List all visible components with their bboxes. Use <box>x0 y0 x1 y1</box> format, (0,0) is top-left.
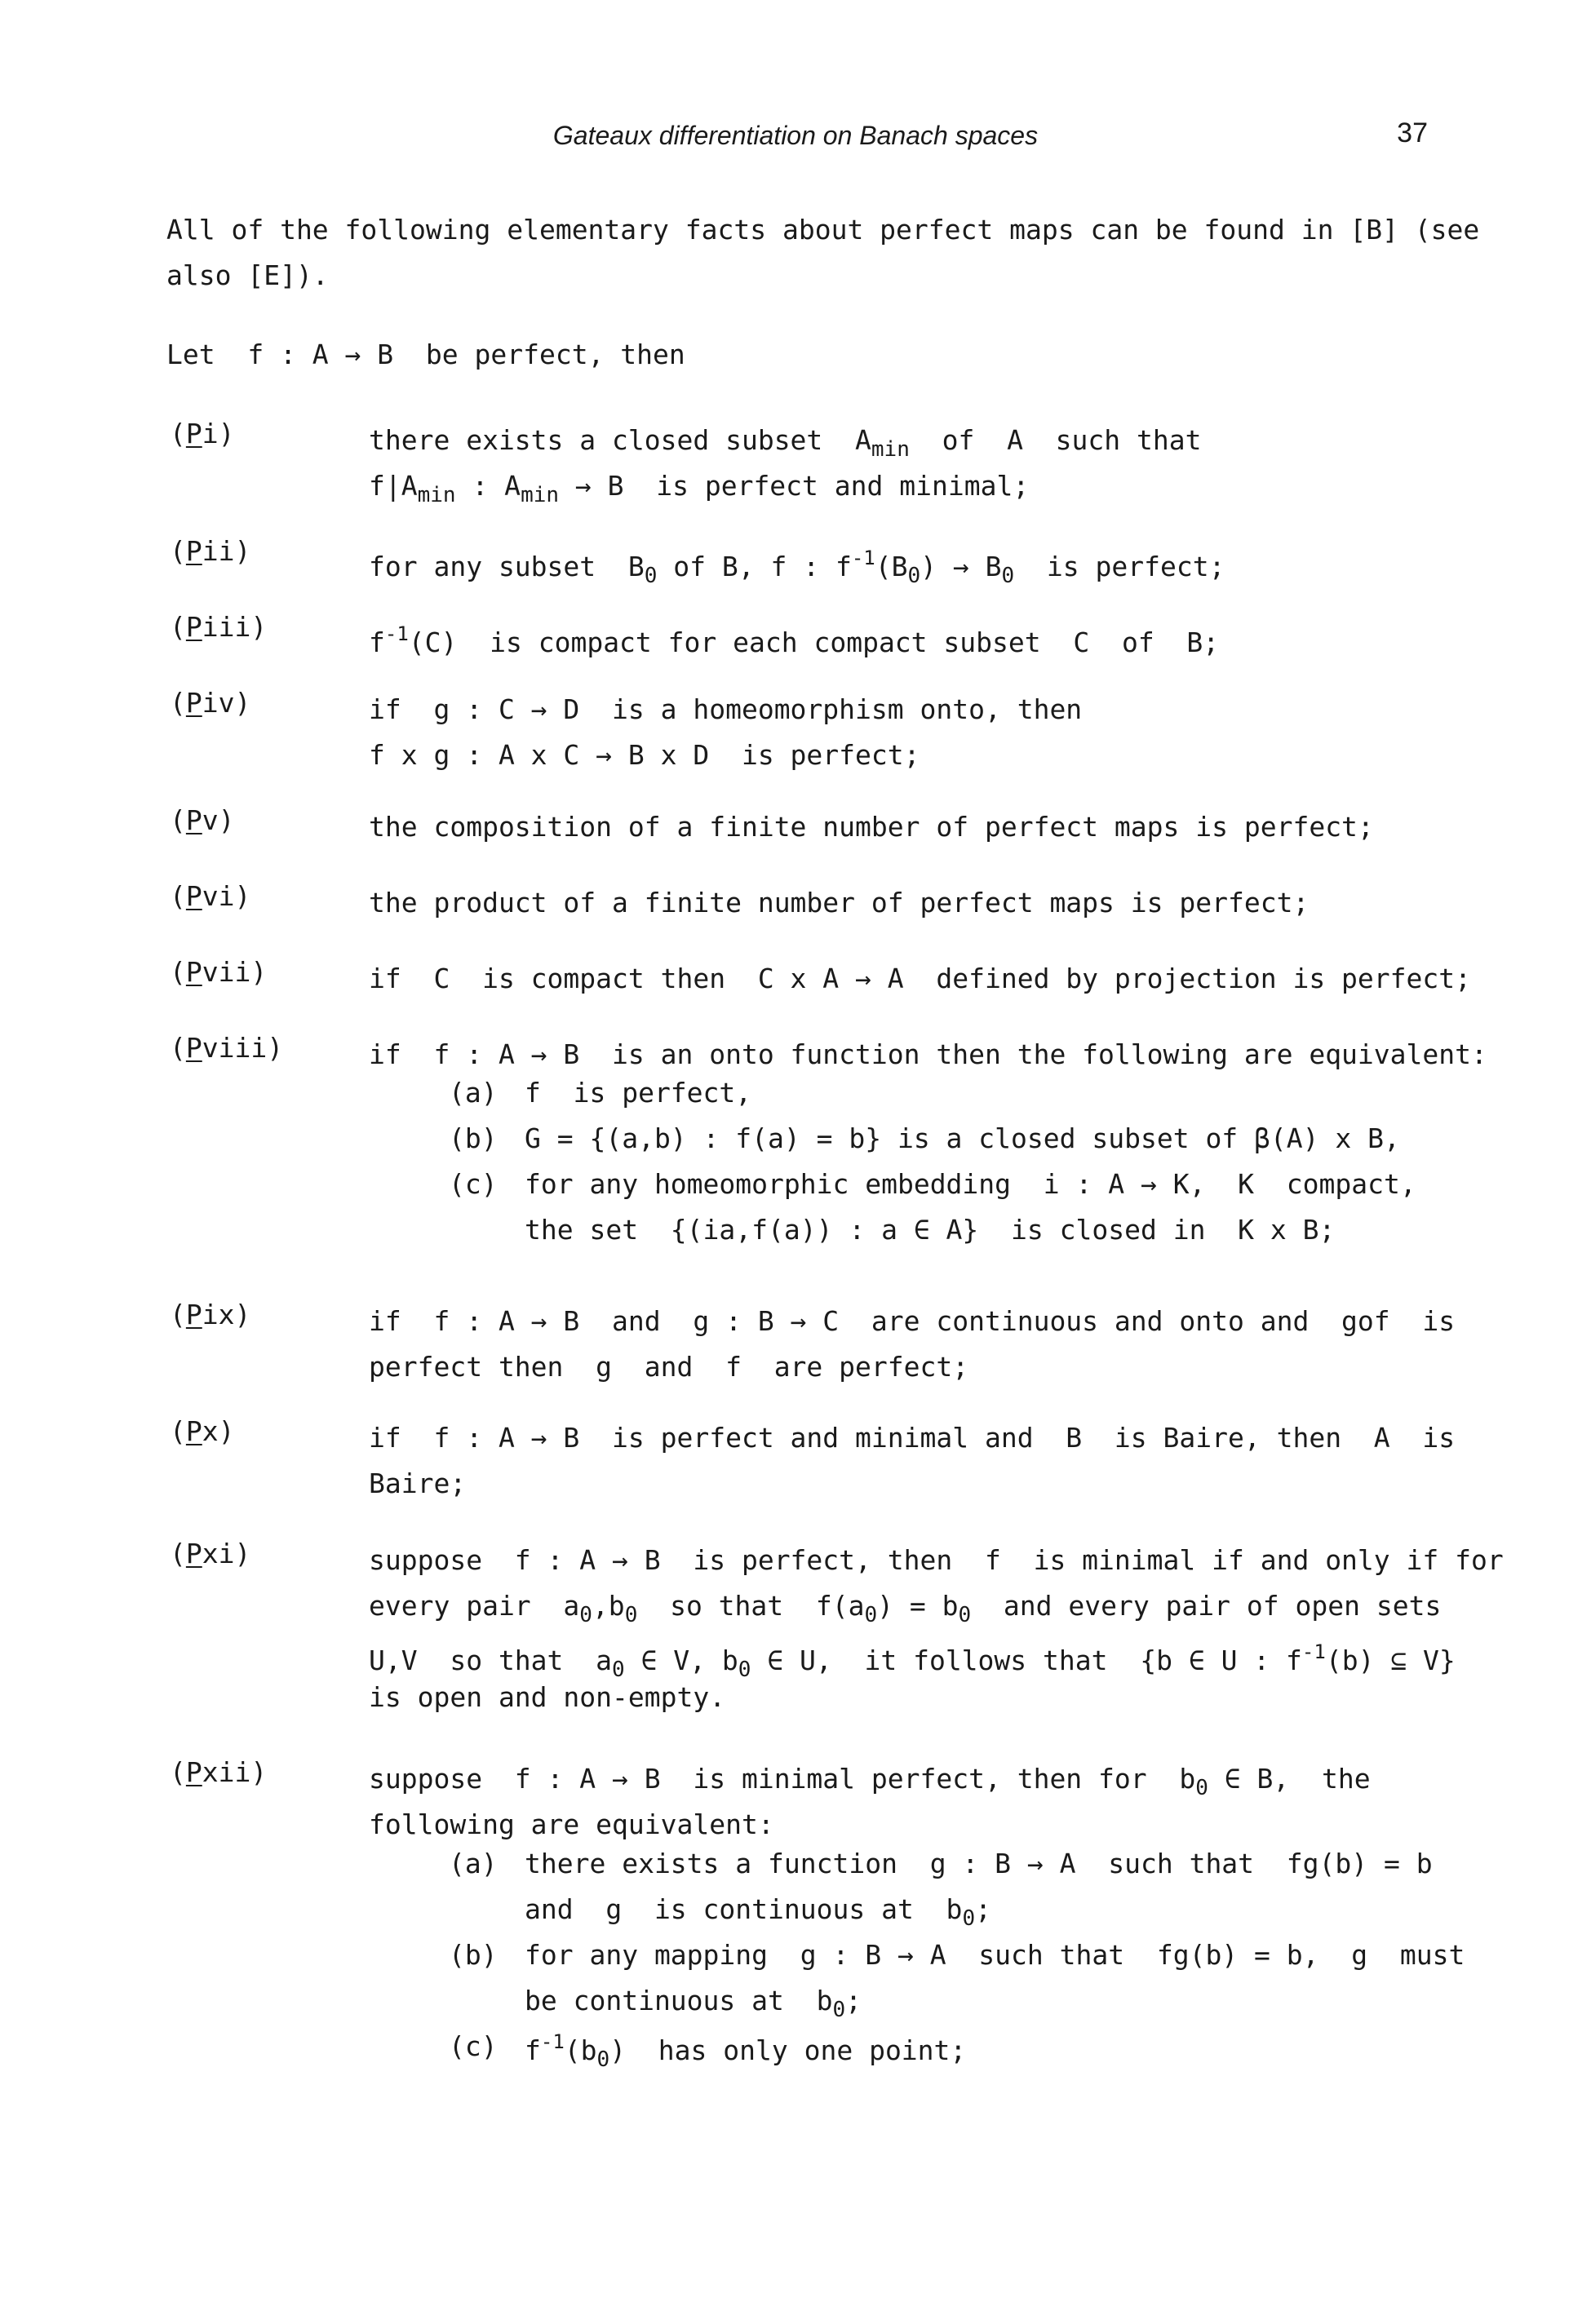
subitem-text-line: for any mapping g : B → A such that fg(b) = b, g must <box>525 1939 1465 1971</box>
subitem-label: (a) <box>449 1848 498 1879</box>
item-text-line: the composition of a finite number of perfect maps is perfect; <box>369 811 1374 843</box>
item-text-line: for any subset $B_0$ of B, f : $f^{-1}(B_0) \to B_0$ is perfect; <box>369 547 1225 588</box>
item-text-line: if f : A → B is an onto function then the following are equivalent: <box>369 1038 1487 1070</box>
page-number: 37 <box>1397 117 1428 148</box>
page-header <box>0 114 1591 163</box>
item-text-line: the product of a finite number of perfect maps is perfect; <box>369 887 1310 919</box>
item-text-line: is open and non-empty. <box>369 1681 726 1713</box>
item-text-line: every pair $a_0,b_0$ so that $f(a_0) = b_0$ and every pair of open sets <box>369 1590 1442 1627</box>
item-label: (Pxii) <box>170 1756 268 1788</box>
intro-line-1: All of the following elementary facts about perfect maps can be found in [B] (see <box>166 214 1480 246</box>
item-label: (Pix) <box>170 1299 251 1330</box>
item-text-line: if g : C → D is a homeomorphism onto, then <box>369 693 1083 725</box>
subitem-text-line: f is perfect, <box>525 1077 752 1109</box>
item-label: (Piv) <box>170 687 251 719</box>
item-text-line: $f^{-1}(C)$ is compact for each compact subset C of B; <box>369 622 1220 658</box>
subitem-label: (a) <box>449 1077 498 1109</box>
item-text-line: suppose f : A → B is perfect, then f is minimal if and only if for <box>369 1544 1504 1576</box>
subitem-text-line: $f^{-1}(b_0)$ has only one point; <box>525 2030 967 2072</box>
subitem-label: (b) <box>449 1122 498 1154</box>
item-text-line: perfect then g and f are perfect; <box>369 1351 969 1383</box>
let-line: Let f : A → B be perfect, then <box>166 339 685 370</box>
item-label: (Pviii) <box>170 1032 284 1064</box>
item-text-line: $f|A_{min}$ : $A_{min} \to B$ is perfect and minimal; <box>369 470 1030 507</box>
running-title: Gateaux differentiation on Banach spaces <box>552 121 1039 150</box>
subitem-label: (c) <box>449 2030 498 2062</box>
item-label: (Pvii) <box>170 956 268 988</box>
item-label: (Pvi) <box>170 880 251 912</box>
item-label: (Pxi) <box>170 1538 251 1569</box>
item-text-line: suppose f : A → B is minimal perfect, then for $b_0$ ∈ B, the <box>369 1763 1371 1800</box>
subitem-label: (b) <box>449 1939 498 1971</box>
item-label: (Piii) <box>170 611 268 643</box>
item-label: (Pv) <box>170 804 235 836</box>
item-text-line: Baire; <box>369 1467 467 1499</box>
subitem-label: (c) <box>449 1168 498 1200</box>
item-text-line: f x g : A x C → B x D is perfect; <box>369 739 920 771</box>
intro-line-2: also [E]). <box>166 259 329 291</box>
item-text-line: if C is compact then C x A → A defined by projection is perfect; <box>369 963 1472 994</box>
item-label: (Pii) <box>170 535 251 567</box>
item-text-line: U,V so that $a_0$ ∈ V, $b_0$ ∈ U, it follows that {b ∈ U : $f^{-1}(b)$ ⊆ V} <box>369 1640 1456 1682</box>
item-text-line: following are equivalent: <box>369 1808 774 1840</box>
item-text-line: there exists a closed subset $A_{min}$ of A such that <box>369 424 1202 462</box>
item-label: (Px) <box>170 1415 235 1447</box>
subitem-text-line: be continuous at $b_0$; <box>525 1985 862 2022</box>
subitem-text-line: the set {(ia,f(a)) : a ∈ A} is closed in K x B; <box>525 1214 1336 1246</box>
item-label: (Pi) <box>170 418 235 449</box>
subitem-text-line: and g is continuous at $b_0$; <box>525 1893 991 1931</box>
subitem-text-line: there exists a function g : B → A such that fg(b) = b <box>525 1848 1433 1879</box>
subitem-text-line: for any homeomorphic embedding i : A → K, K compact, <box>525 1168 1416 1200</box>
subitem-text-line: G = {(a,b) : f(a) = b} is a closed subset of β(A) x B, <box>525 1122 1400 1154</box>
item-text-line: if f : A → B is perfect and minimal and B is Baire, then A is <box>369 1422 1456 1454</box>
item-text-line: if f : A → B and g : B → C are continuous and onto and gof is <box>369 1305 1456 1337</box>
